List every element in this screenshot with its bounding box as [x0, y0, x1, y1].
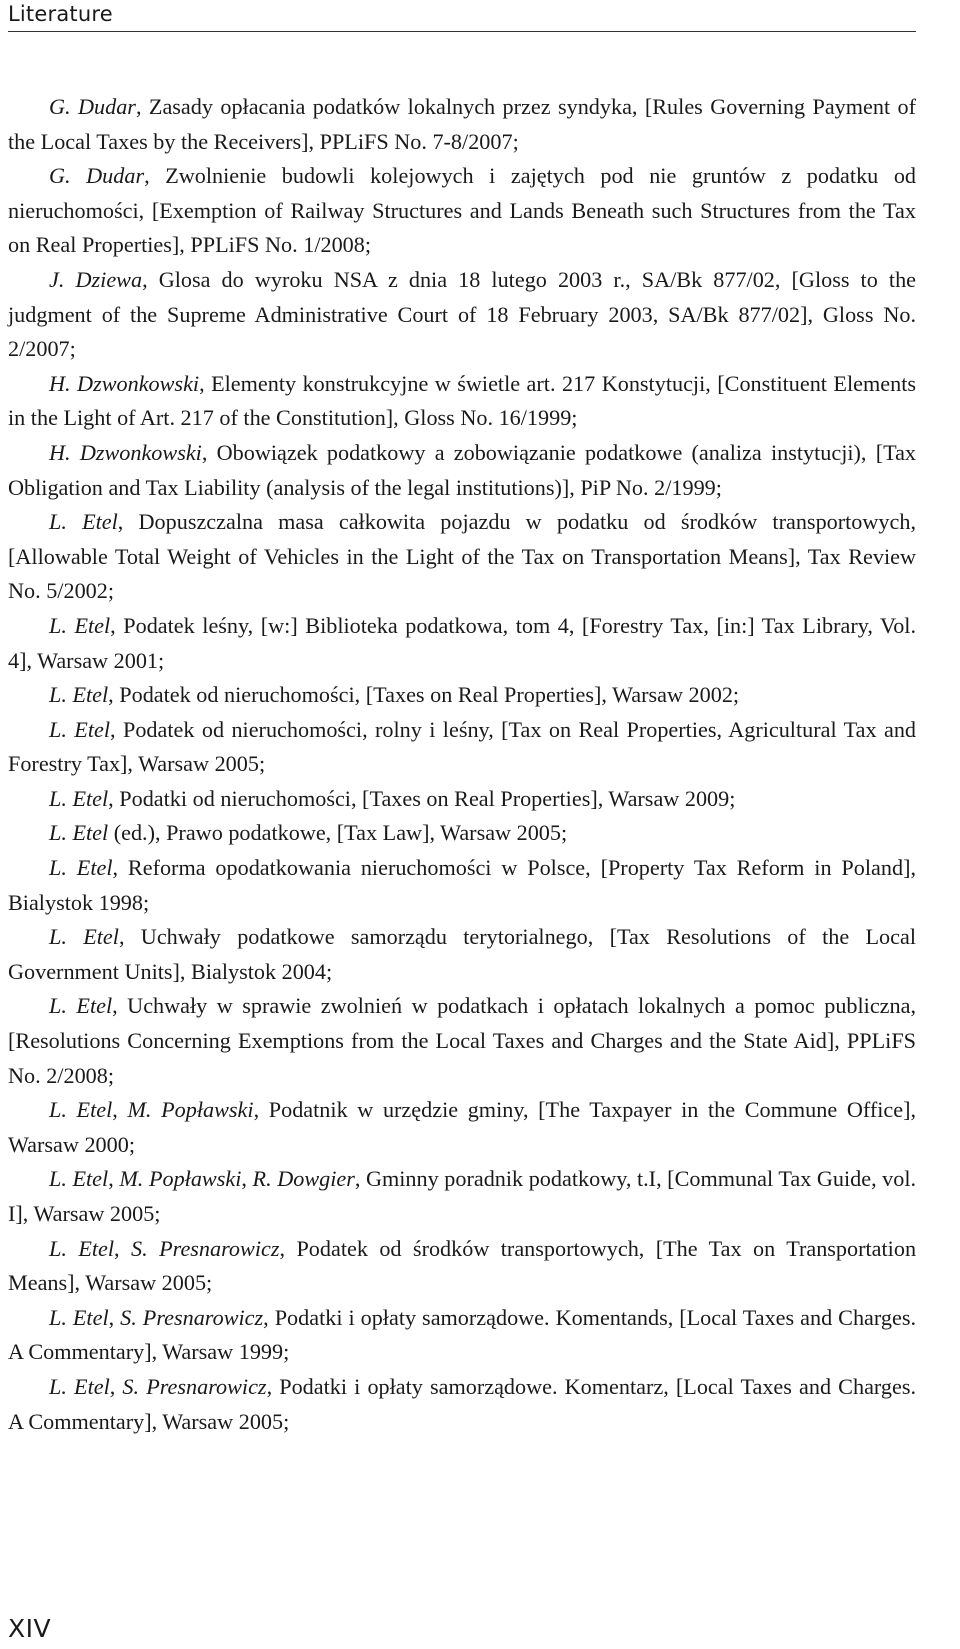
author-initial: L.: [49, 924, 67, 950]
reference-entry: J. Dziewa, Glosa do wyroku NSA z dnia 18 lutego 2003 r., SA/Bk 877/02, [Gloss to the judgment of the Supreme Administrative Court of 18 February 2003, SA/Bk 877/02], Gloss No. 2/2007;: [8, 266, 917, 362]
author-name: Dziewa: [75, 266, 143, 292]
author-initial: L.: [49, 716, 67, 742]
reference-entry: L. Etel, Dopuszczalna masa całkowita pojazdu w podatku od środków transportowych, [Allowable Total Weight of Vehicles in the Light of the Tax on Transportation Means], Tax Review No. 5/2002;: [8, 509, 917, 604]
author-name: Etel: [76, 1097, 113, 1123]
author-name: Etel: [74, 1373, 110, 1399]
reference-entry: G. Dudar, Zwolnienie budowli kolejowych i zajętych pod nie gruntów z podatku od nieruchomości, [Exemption of Railway Structures and Lands Beneath such Structures from the Tax on Real Properties], PPLiFS No. 1/2008;: [8, 163, 917, 258]
reference-entry: G. Dudar, Zasady opłacania podatków lokalnych przez syndyka, [Rules Governing Payment of the Local Taxes by the Receivers], PPLiFS No. 7-8/2007;: [8, 94, 917, 154]
reference-title: Gminny poradnik podatkowy, t.I, [Communal Tax Guide, vol. I], Warsaw 2005;: [8, 1166, 917, 1226]
reference-entry: L. Etel, Podatek od nieruchomości, rolny i leśny, [Tax on Real Properties, Agricultural Tax and Forestry Tax], Warsaw 2005;: [8, 716, 917, 777]
author-initial: L.: [49, 1097, 67, 1123]
author-initial: S.: [131, 1235, 148, 1261]
author-name: Dowgier: [277, 1166, 355, 1192]
author-initial: L.: [49, 509, 67, 535]
author-initial: L.: [49, 682, 67, 708]
author-initial: L.: [49, 993, 67, 1019]
author-name: Etel: [76, 993, 113, 1019]
reference-entry: L. Etel, Uchwały podatkowe samorządu terytorialnego, [Tax Resolutions of the Local Government Units], Bialystok 2004;: [8, 924, 917, 984]
author-initial: J.: [49, 266, 65, 292]
author-initial: S.: [122, 1373, 140, 1399]
author-name: Etel: [72, 682, 109, 708]
author-name: Presnarowicz: [146, 1373, 267, 1399]
author-initial: L.: [49, 785, 67, 811]
reference-entry: L. Etel, S. Presnarowicz, Podatki i opłaty samorządowe. Komentands, [Local Taxes and Charges. A Commentary], Warsaw 1999;: [8, 1304, 917, 1365]
author-initial: G.: [49, 163, 71, 189]
author-initial: L.: [49, 1304, 67, 1330]
author-name: Etel: [72, 820, 109, 846]
reference-title: Obowiązek podatkowy a zobowiązanie podatkowe (analiza instytucji), [Tax Obligation and Tax Liability (analysis of the legal institutions)], PiP No. 2/1999;: [8, 439, 917, 500]
reference-title: Podatki od nieruchomości, [Taxes on Real Properties], Warsaw 2009;: [119, 785, 736, 811]
reference-title: Podatki i opłaty samorządowe. Komentands, [Local Taxes and Charges. A Commentary], Warsaw 1999;: [8, 1304, 917, 1365]
reference-list: [8, 90, 916, 1439]
author-initial: S.: [120, 1304, 137, 1330]
author-name: Popławski: [148, 1166, 242, 1192]
author-initial: L.: [49, 820, 67, 846]
author-name: Dzwonkowski: [77, 370, 200, 396]
reference-title: Reforma opodatkowania nieruchomości w Polsce, [Property Tax Reform in Poland], Bialystok 1998;: [8, 855, 916, 915]
author-name: Etel: [83, 924, 119, 950]
author-name: Etel: [78, 1235, 115, 1261]
reference-entry: H. Dzwonkowski, Obowiązek podatkowy a zobowiązanie podatkowe (analiza instytucji), [Tax Obligation and Tax Liability (analysis of the legal institutions)], PiP No. 2/1999;: [8, 439, 917, 500]
reference-entry: L. Etel, M. Popławski, Podatnik w urzędzie gminy, [The Taxpayer in the Commune Office], Warsaw 2000;: [8, 1097, 917, 1157]
section-title: Literature: [8, 2, 113, 26]
reference-entry: H. Dzwonkowski, Elementy konstrukcyjne w świetle art. 217 Konstytucji, [Constituent Elements in the Light of Art. 217 of the Constitution], Gloss No. 16/1999;: [8, 370, 916, 431]
author-name: Etel: [82, 509, 118, 535]
author-name: Etel: [72, 785, 109, 811]
reference-title: Podatek od nieruchomości, rolny i leśny, [Tax on Real Properties, Agricultural Tax and Forestry Tax], Warsaw 2005;: [8, 716, 917, 777]
reference-title: Uchwały podatkowe samorządu terytorialnego, [Tax Resolutions of the Local Government Units], Bialystok 2004;: [8, 924, 917, 984]
reference-title: Uchwały w sprawie zwolnień w podatkach i opłatach lokalnych a pomoc publiczna, [Resolutions Concerning Exemptions from the Local Taxes and Charges and the State Aid], PPLiFS No. 2/2008;: [8, 993, 917, 1088]
reference-title: Zasady opłacania podatków lokalnych przez syndyka, [Rules Governing Payment of the Local Taxes by the Receivers], PPLiFS No. 7-8/2007;: [8, 94, 917, 154]
author-name: Dzwonkowski: [79, 439, 202, 465]
author-initial: L.: [49, 855, 67, 881]
author-initial: L.: [49, 1166, 67, 1192]
reference-entry: L. Etel, Podatki od nieruchomości, [Taxes on Real Properties], Warsaw 2009;: [49, 785, 736, 811]
reference-title: Prawo podatkowe, [Tax Law], Warsaw 2005;: [166, 820, 568, 846]
reference-entry: L. Etel, Uchwały w sprawie zwolnień w podatkach i opłatach lokalnych a pomoc publiczna, [Resolutions Concerning Exemptions from the Local Taxes and Charges and the State Aid], PPLiFS No. 2/2008;: [8, 993, 917, 1088]
author-name: Popławski: [161, 1097, 254, 1123]
author-initial: G.: [49, 94, 71, 119]
reference-entry: L. Etel, S. Presnarowicz, Podatki i opłaty samorządowe. Komentarz, [Local Taxes and Charges. A Commentary], Warsaw 2005;: [8, 1373, 917, 1434]
reference-entry: L. Etel, Reforma opodatkowania nieruchomości w Polsce, [Property Tax Reform in Poland], Bialystok 1998;: [8, 855, 916, 915]
editor-note: (ed.): [108, 820, 155, 846]
author-name: Etel: [74, 612, 111, 638]
author-name: Etel: [72, 1166, 109, 1192]
reference-entry: L. Etel, M. Popławski, R. Dowgier, Gminny poradnik podatkowy, t.I, [Communal Tax Guide, vol. I], Warsaw 2005;: [8, 1166, 917, 1226]
reference-title: Glosa do wyroku NSA z dnia 18 lutego 2003 r., SA/Bk 877/02, [Gloss to the judgment of the Supreme Administrative Court of 18 February 2003, SA/Bk 877/02], Gloss No. 2/2007;: [8, 266, 917, 362]
author-initial: H.: [49, 439, 71, 465]
author-initial: L.: [49, 612, 67, 638]
reference-title: Elementy konstrukcyjne w świetle art. 217 Konstytucji, [Constituent Elements in the Light of Art. 217 of the Constitution], Gloss No. 16/1999;: [8, 370, 916, 431]
reference-entry: L. Etel, Podatek od nieruchomości, [Taxes on Real Properties], Warsaw 2002;: [49, 682, 740, 708]
author-initial: L.: [49, 1235, 67, 1261]
reference-title: Podatek od nieruchomości, [Taxes on Real Properties], Warsaw 2002;: [119, 682, 740, 708]
reference-title: Podatnik w urzędzie gminy, [The Taxpayer in the Commune Office], Warsaw 2000;: [8, 1097, 917, 1157]
author-name: Etel: [76, 855, 113, 881]
reference-title: Dopuszczalna masa całkowita pojazdu w podatku od środków transportowych, [Allowable Total Weight of Vehicles in the Light of the Tax on Transportation Means], Tax Review No. 5/2002;: [8, 509, 917, 604]
author-initial: R.: [252, 1166, 272, 1192]
author-initial: M.: [119, 1166, 144, 1192]
page-number: XIV: [8, 1614, 52, 1643]
author-name: Presnarowicz: [159, 1235, 280, 1261]
author-name: Etel: [74, 716, 111, 742]
author-name: Etel: [72, 1304, 109, 1330]
reference-entry: L. Etel (ed.), Prawo podatkowe, [Tax Law], Warsaw 2005;: [49, 820, 568, 846]
reference-title: Zwolnienie budowli kolejowych i zajętych pod nie gruntów z podatku od nieruchomości, [Exemption of Railway Structures and Lands Beneath such Structures from the Tax on Real Properties], PPLiFS No. 1/2008;: [8, 163, 917, 258]
reference-title: Podatki i opłaty samorządowe. Komentarz, [Local Taxes and Charges. A Commentary], Warsaw 2005;: [8, 1373, 917, 1434]
reference-title: Podatek od środków transportowych, [The Tax on Transportation Means], Warsaw 2005;: [8, 1235, 917, 1296]
reference-entry: L. Etel, Podatek leśny, [w:] Biblioteka podatkowa, tom 4, [Forestry Tax, [in:] Tax Library, Vol. 4], Warsaw 2001;: [8, 612, 917, 673]
author-name: Dudar: [77, 94, 136, 119]
author-initial: L.: [49, 1373, 67, 1399]
author-name: Presnarowicz: [142, 1304, 264, 1330]
page-header: [8, 0, 916, 32]
author-initial: H.: [49, 370, 71, 396]
author-initial: M.: [127, 1097, 152, 1123]
reference-title: Podatek leśny, [w:] Biblioteka podatkowa, tom 4, [Forestry Tax, [in:] Tax Library, Vol. 4], Warsaw 2001;: [8, 612, 917, 673]
author-name: Dudar: [86, 163, 145, 189]
reference-entry: L. Etel, S. Presnarowicz, Podatek od środków transportowych, [The Tax on Transportation Means], Warsaw 2005;: [8, 1235, 917, 1296]
